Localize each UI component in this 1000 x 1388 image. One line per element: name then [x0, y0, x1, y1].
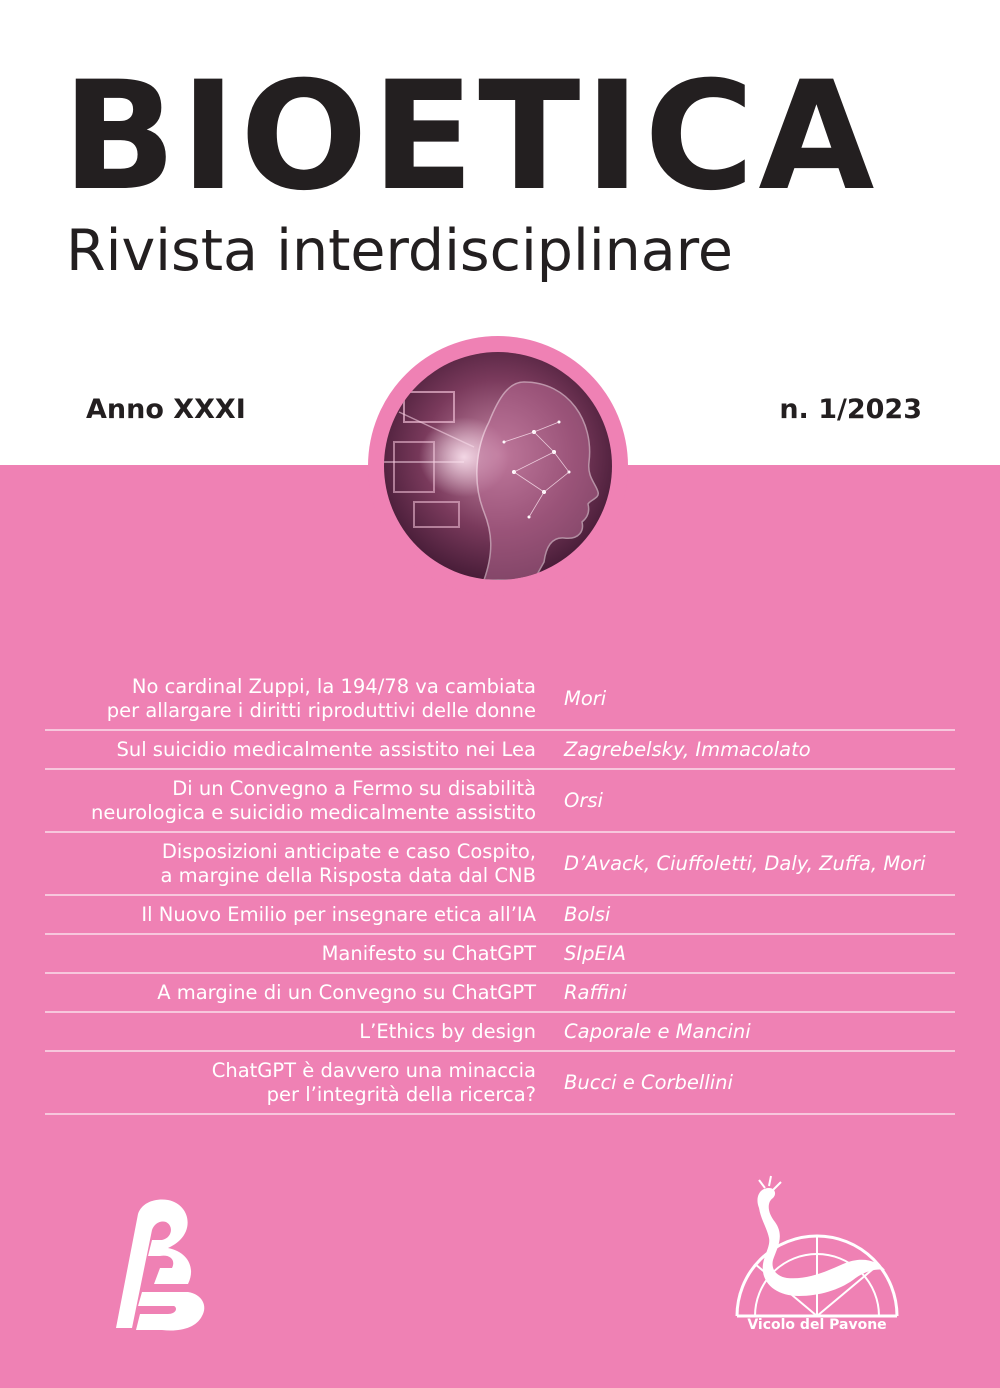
toc-row — [45, 1013, 955, 1052]
article-authors: Orsi — [564, 788, 603, 812]
toc-row — [45, 833, 955, 896]
article-title: Sul suicidio medicalmente assistito nei Lea — [116, 737, 536, 761]
article-authors: Bolsi — [564, 902, 611, 926]
toc-row — [45, 935, 955, 974]
journal-subtitle: Rivista interdisciplinare — [66, 218, 733, 284]
publisher-name: Vicolo del Pavone — [747, 1317, 887, 1333]
article-title: Di un Convegno a Fermo su disabilità neurologica e suicidio medicalmente assistito — [91, 776, 536, 824]
article-title: No cardinal Zuppi, la 194/78 va cambiata per allargare i diritti riproduttivi delle donne — [106, 674, 536, 722]
article-authors: Caporale e Mancini — [564, 1019, 751, 1043]
ai-head-icon — [384, 352, 612, 580]
toc-row — [45, 1052, 955, 1115]
toc-row — [45, 731, 955, 770]
table-of-contents — [45, 668, 955, 1115]
article-authors: Bucci e Corbellini — [564, 1070, 733, 1094]
toc-row — [45, 770, 955, 833]
article-title: L’Ethics by design — [359, 1019, 536, 1043]
article-title: Disposizioni anticipate e caso Cospito, a margine della Risposta data dal CNB — [160, 839, 536, 887]
beta-logo-icon — [76, 1196, 216, 1336]
article-authors: D’Avack, Ciuffoletti, Daly, Zuffa, Mori — [564, 851, 926, 875]
article-authors: Zagrebelsky, Immacolato — [564, 737, 811, 761]
article-authors: Mori — [564, 686, 607, 710]
article-title: ChatGPT è davvero una minaccia per l’integrità della ricerca? — [211, 1058, 536, 1106]
article-title: Il Nuovo Emilio per insegnare etica all’IA — [141, 902, 536, 926]
toc-row — [45, 974, 955, 1013]
article-title: Manifesto su ChatGPT — [321, 941, 536, 965]
journal-title: BIOETICA — [62, 50, 879, 224]
issue-number: n. 1/2023 — [779, 394, 922, 425]
article-authors: Raffini — [564, 980, 627, 1004]
toc-row — [45, 896, 955, 935]
toc-row — [45, 668, 955, 731]
article-title: A margine di un Convegno su ChatGPT — [157, 980, 536, 1004]
issue-year: Anno XXXI — [86, 394, 246, 425]
article-authors: SIpEIA — [564, 941, 626, 965]
